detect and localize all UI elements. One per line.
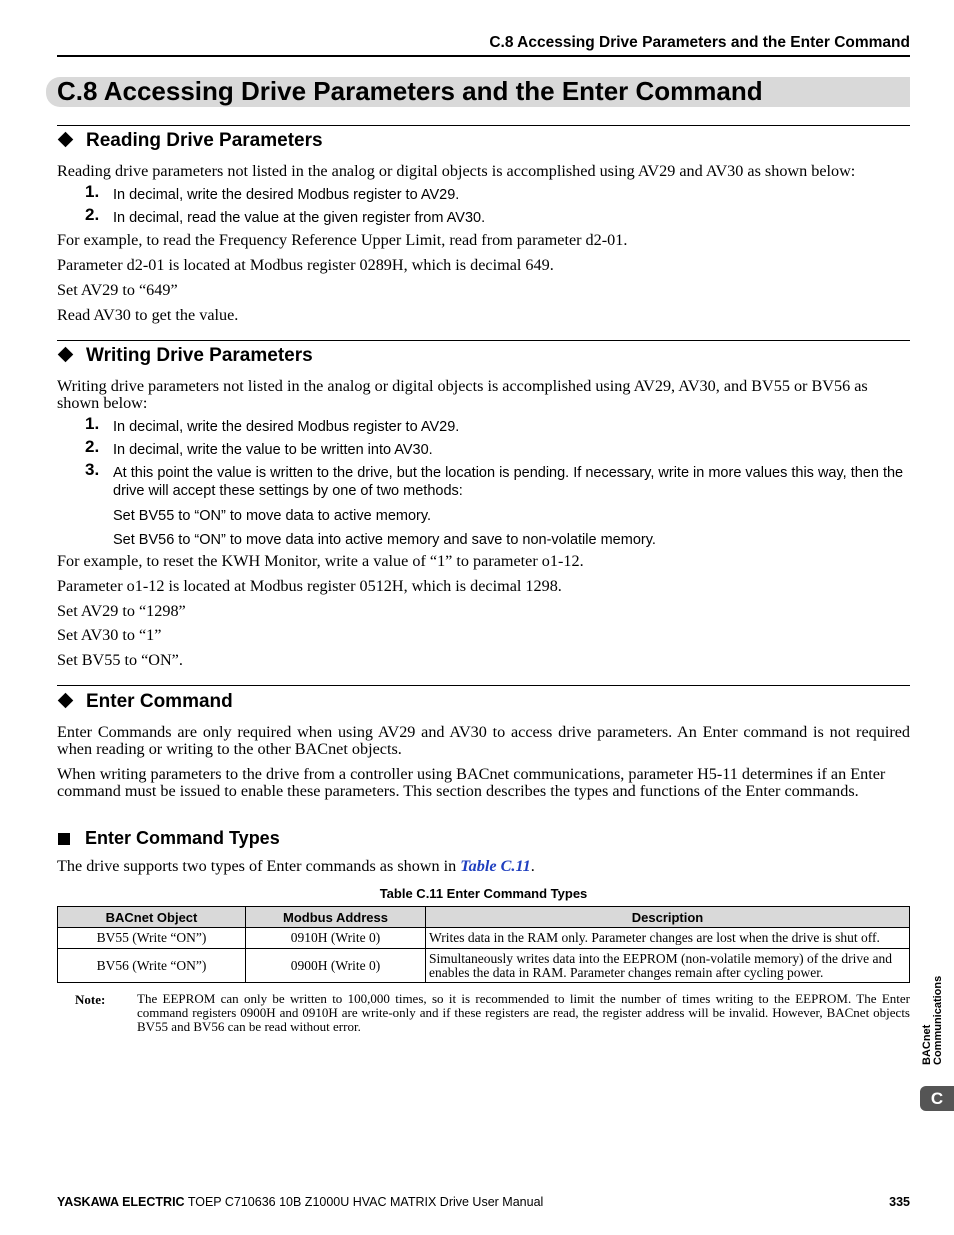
square-bullet-icon xyxy=(58,833,70,845)
list-item xyxy=(85,205,910,227)
table-link[interactable]: Table C.11 xyxy=(460,857,531,875)
table-cell: 0910H (Write 0) xyxy=(246,928,426,949)
paragraph: Set AV30 to “1” xyxy=(57,626,162,644)
table-header-row xyxy=(58,907,910,928)
list-number: 2. xyxy=(85,437,100,456)
heading-rule-writing xyxy=(57,340,910,341)
table-cell: Writes data in the RAM only. Parameter changes are lost when the drive is shut off. xyxy=(426,928,910,949)
diamond-bullet-icon xyxy=(58,693,74,709)
section-title: C.8 Accessing Drive Parameters and the Enter Command xyxy=(57,76,763,106)
side-label-line2: Communications xyxy=(932,975,944,1065)
note-label: Note: xyxy=(75,992,106,1007)
paragraph: Parameter d2-01 is located at Modbus register 0289H, which is decimal 649. xyxy=(57,256,554,274)
heading-writing-drive-parameters xyxy=(57,345,313,367)
footer-doc-info xyxy=(57,1195,543,1209)
list-text: At this point the value is written to the drive, but the location is pending. If necessary, write in more values this way, then the drive will accept these settings by one of two methods: xyxy=(113,465,904,499)
heading-text: Enter Command xyxy=(86,691,233,712)
list-text: In decimal, read the value at the given register from AV30. xyxy=(113,210,486,226)
diamond-bullet-icon xyxy=(58,132,74,148)
column-header: Modbus Address xyxy=(246,907,426,928)
footer-brand: YASKAWA ELECTRIC xyxy=(57,1195,185,1209)
heading-text: Enter Command Types xyxy=(85,828,280,848)
method-item: Set BV55 to “ON” to move data to active memory. xyxy=(113,508,432,524)
paragraph: For example, to reset the KWH Monitor, write a value of “1” to parameter o1-12. xyxy=(57,552,584,570)
heading-rule-enter xyxy=(57,685,910,686)
list-number: 2. xyxy=(85,205,100,224)
paragraph: Set AV29 to “1298” xyxy=(57,602,186,620)
table-row xyxy=(58,928,910,949)
table-cell: Simultaneously writes data into the EEPROM (non-volatile memory) of the drive and enables the data in RAM. Parameter changes remain after cycling power. xyxy=(426,949,910,983)
list-text: In decimal, write the value to be written into AV30. xyxy=(113,442,433,458)
paragraph-types-intro xyxy=(57,858,910,875)
table-cell: BV56 (Write “ON”) xyxy=(58,949,246,983)
heading-reading-drive-parameters xyxy=(57,130,323,152)
heading-text: Writing Drive Parameters xyxy=(86,345,313,366)
list-text: In decimal, write the desired Modbus register to AV29. xyxy=(113,187,460,203)
diamond-bullet-icon xyxy=(58,347,74,363)
note-text: The EEPROM can only be written to 100,000 times, so it is recommended to limit the number of times writing to the EEPROM. The Enter command registers 0900H and 0910H are write-only and if these registers are read, the register address will be invalid. However, BACnet objects BV55 and BV56 can be read without error. xyxy=(137,991,910,1034)
chapter-tab: C xyxy=(920,1086,954,1111)
side-label-line1: BACnet xyxy=(921,1024,933,1065)
list-number: 3. xyxy=(85,460,100,479)
footer-doc-title: TOEP C710636 10B Z1000U HVAC MATRIX Drive User Manual xyxy=(184,1195,544,1209)
page-number: 335 xyxy=(889,1195,910,1209)
header-rule xyxy=(57,55,910,57)
paragraph-writing-intro: Writing drive parameters not listed in the analog or digital objects is accomplished using AV29, AV30, and BV55 or BV56 as shown below: xyxy=(57,377,868,412)
method-item: Set BV56 to “ON” to move data into active memory and save to non-volatile memory. xyxy=(113,532,656,548)
table-row xyxy=(58,949,910,983)
paragraph: Set AV29 to “649” xyxy=(57,281,178,299)
table-cell: 0900H (Write 0) xyxy=(246,949,426,983)
list-item xyxy=(85,182,910,204)
running-head: C.8 Accessing Drive Parameters and the Enter Command xyxy=(489,34,910,51)
list-number: 1. xyxy=(85,414,100,433)
heading-text: Reading Drive Parameters xyxy=(86,130,323,151)
paragraph: When writing parameters to the drive from a controller using BACnet communications, parameter H5-11 determines if an Enter command must be issued to enable these parameters. This section describes the types and functions of the Enter commands. xyxy=(57,765,886,800)
heading-rule-reading xyxy=(57,125,910,126)
paragraph: Parameter o1-12 is located at Modbus register 0512H, which is decimal 1298. xyxy=(57,577,562,595)
types-intro-text: The drive supports two types of Enter commands as shown in xyxy=(57,857,461,875)
paragraph-reading-intro: Reading drive parameters not listed in the analog or digital objects is accomplished using AV29 and AV30 as shown below: xyxy=(57,162,856,180)
list-text: In decimal, write the desired Modbus register to AV29. xyxy=(113,419,460,435)
types-intro-suffix: . xyxy=(530,857,535,875)
paragraph: For example, to read the Frequency Reference Upper Limit, read from parameter d2-01. xyxy=(57,231,628,249)
table-cell: BV55 (Write “ON”) xyxy=(58,928,246,949)
list-number: 1. xyxy=(85,182,100,201)
column-header: BACnet Object xyxy=(58,907,246,928)
paragraph: Enter Commands are only required when using AV29 and AV30 to access drive parameters. An Enter command is not required when reading or writing to the other BACnet objects. xyxy=(57,723,910,758)
side-chapter-label xyxy=(922,955,944,1065)
table-caption: Table C.11 Enter Command Types xyxy=(379,886,588,901)
heading-enter-command-types xyxy=(57,828,280,849)
enter-command-types-table xyxy=(57,906,910,983)
list-item xyxy=(85,460,910,500)
list-item xyxy=(85,437,910,459)
heading-enter-command xyxy=(57,691,233,713)
column-header: Description xyxy=(426,907,910,928)
paragraph: Set BV55 to “ON”. xyxy=(57,651,183,669)
paragraph: Read AV30 to get the value. xyxy=(57,306,239,324)
list-item xyxy=(85,414,910,436)
